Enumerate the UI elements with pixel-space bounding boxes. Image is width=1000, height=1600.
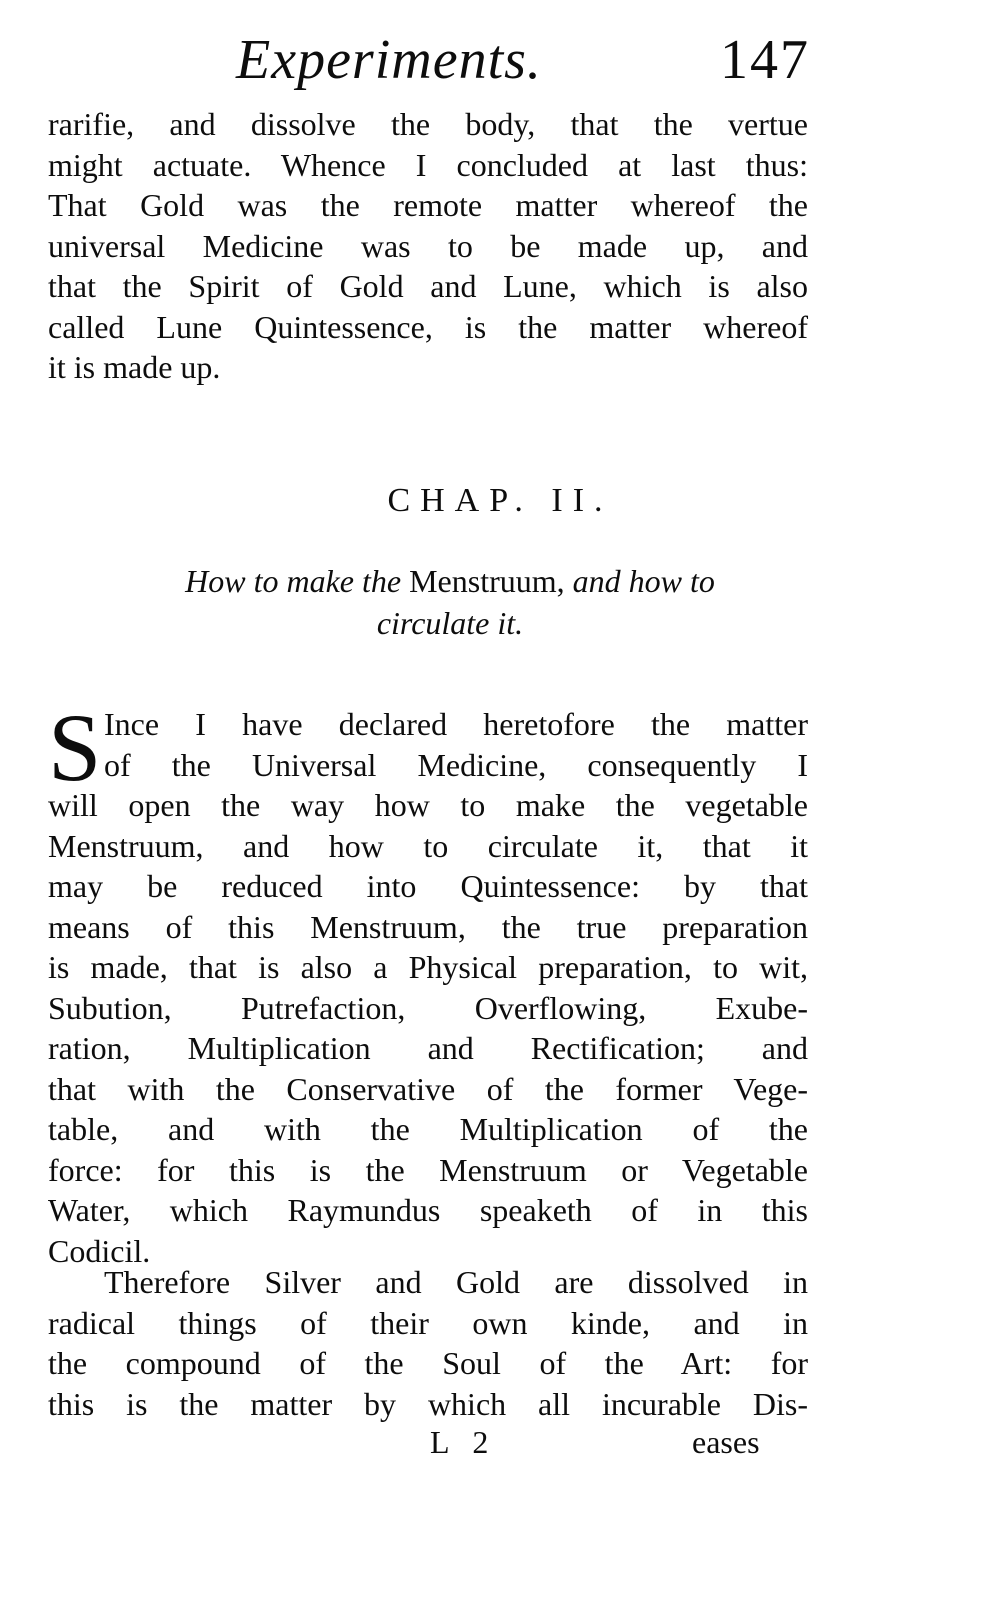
text-line: means of this Menstruum, the true preparation bbox=[48, 908, 808, 945]
text-line: that with the Conservative of the former Vege- bbox=[48, 1070, 808, 1107]
text-line: might actuate. Whence I concluded at last thus: bbox=[48, 146, 808, 183]
text-line: Ince I have declared heretofore the matter bbox=[104, 706, 808, 742]
text-line: that the Spirit of Gold and Lune, which is also bbox=[48, 268, 808, 304]
catchword: eases bbox=[692, 1424, 760, 1460]
running-title: Experiments. bbox=[236, 29, 542, 91]
text-line: this is the matter by which all incurable Dis- bbox=[48, 1385, 808, 1422]
text-line: Menstruum, and how to circulate it, that it bbox=[48, 827, 808, 864]
chapter-heading: CHAP. II. bbox=[387, 482, 613, 519]
text-line: may be reduced into Quintessence: by that bbox=[48, 868, 808, 904]
text-line: of the Universal Medicine, consequently I bbox=[104, 746, 808, 783]
text-line: Codicil. bbox=[48, 1232, 151, 1269]
text-line: Water, which Raymundus speaketh of in this bbox=[48, 1192, 808, 1228]
subtitle-part: How to make the bbox=[185, 563, 402, 599]
signature-mark: L 2 bbox=[430, 1424, 497, 1460]
text-line: force: for this is the Menstruum or Vegetable bbox=[48, 1151, 808, 1188]
subtitle-word: Menstruum, bbox=[409, 563, 565, 599]
subtitle-part: and how to bbox=[572, 563, 715, 599]
page-number: 147 bbox=[720, 29, 810, 91]
text-line: is made, that is also a Physical preparation, to wit, bbox=[48, 949, 808, 985]
text-line: it is made up. bbox=[48, 349, 221, 385]
text-line: ration, Multiplication and Rectification; and bbox=[48, 1030, 808, 1066]
text-line: rarifie, and dissolve the body, that the vertue bbox=[48, 106, 808, 142]
paragraph-1 bbox=[48, 694, 808, 1271]
paragraph-2 bbox=[48, 1262, 808, 1424]
text-line: Therefore Silver and Gold are dissolved in bbox=[104, 1264, 808, 1300]
text-line: Subution, Putrefaction, Overflowing, Exube- bbox=[48, 989, 808, 1026]
text-line: table, and with the Multiplication of the bbox=[48, 1111, 808, 1147]
chapter-subtitle bbox=[60, 560, 840, 644]
text-line: the compound of the Soul of the Art: for bbox=[48, 1345, 808, 1381]
text-line: radical things of their own kinde, and in bbox=[48, 1304, 808, 1341]
page-header bbox=[50, 28, 810, 98]
text-line: universal Medicine was to be made up, and bbox=[48, 227, 808, 264]
drop-cap: S bbox=[48, 694, 102, 801]
subtitle-line: circulate it. bbox=[376, 605, 524, 641]
text-line: That Gold was the remote matter whereof the bbox=[48, 187, 808, 223]
text-line: will open the way how to make the vegetable bbox=[48, 787, 808, 823]
text-line: called Lune Quintessence, is the matter whereof bbox=[48, 308, 808, 345]
continuation-paragraph bbox=[48, 104, 808, 388]
